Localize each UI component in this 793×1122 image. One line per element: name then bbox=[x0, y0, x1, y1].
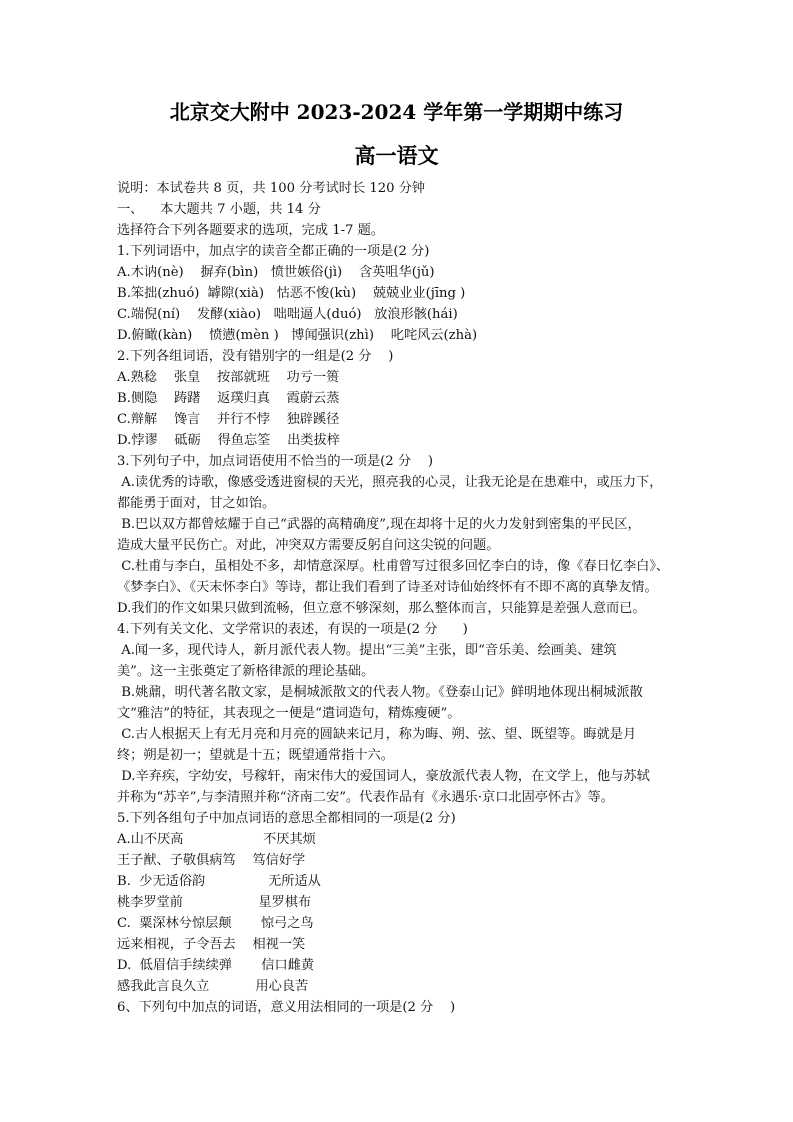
text-line: A.木讷(nè) 摒弃(bìn) 愤世嫉俗(jì) 含英咀华(jǔ) bbox=[117, 265, 435, 280]
text-line: A.熟稔 张皇 按部就班 功亏一篑 bbox=[117, 370, 340, 385]
text-line: D.辛弃疾，字幼安，号稼轩，南宋伟大的爱国词人，豪放派代表人物，在文学上，他与苏轼 bbox=[117, 769, 650, 784]
text-line: 桃李罗堂前 星罗棋布 bbox=[117, 895, 312, 910]
text-line: 文“雅洁”的特征，其表现之一便是“遣词造句，精炼瘦硬”。 bbox=[117, 706, 461, 721]
text-line: 造成大量平民伤亡。对此，冲突双方需要反躬自问这尖锐的问题。 bbox=[117, 538, 500, 553]
text-line: B.巴以双方都曾炫耀于自己“武器的高精确度”,现在却将十足的火力发射到密集的平民区， bbox=[117, 517, 641, 532]
text-line: C.古人根据天上有无月亮和月亮的圆缺来记月，称为晦、朔、弦、望、既望等。晦就是月 bbox=[117, 727, 637, 742]
text-line: D.悖谬 砥砺 得鱼忘筌 出类拔梓 bbox=[117, 433, 340, 448]
text-line: B.侧隐 踌躇 返璞归真 霞蔚云蒸 bbox=[117, 391, 340, 406]
text-line: C. 粟深林兮惊层颠 惊弓之鸟 bbox=[117, 916, 314, 931]
text-line: A.读优秀的诗歌，像感受透进窗棂的天光，照亮我的心灵，让我无论是在患难中，或压力下， bbox=[117, 475, 663, 490]
text-line: D. 低眉信手续续弹 信口雌黄 bbox=[117, 958, 315, 973]
exam-title: 北京交大附中 2023-2024 学年第一学期期中练习 bbox=[169, 100, 624, 124]
text-line: D.我们的作文如果只做到流畅，但立意不够深刻，那么整体而言，只能算是差强人意而已。 bbox=[117, 601, 646, 616]
text-line: D.俯瞰(kàn) 愤懑(mèn ) 博闻强识(zhì) 叱咤风云(zhà) bbox=[117, 328, 478, 343]
text-line: 感我此言良久立 用心良苦 bbox=[117, 979, 309, 994]
text-line: 选择符合下列各题要求的选项，完成 1-7 题。 bbox=[117, 223, 384, 238]
text-line: A.闻一多，现代诗人，新月派代表人物。提出“三美”主张，即“音乐美、绘画美、建筑 bbox=[117, 643, 617, 658]
text-line: 3.下列句子中，加点词语使用不恰当的一项是(2 分 ) bbox=[117, 454, 433, 469]
text-line: 美”。这一主张奠定了新格律派的理论基础。 bbox=[117, 664, 375, 679]
text-line: 并称为“苏辛”,与李清照并称“济南二安”。代表作品有《永遇乐·京口北固亭怀古》等。 bbox=[117, 790, 614, 805]
text-line: 6、下列句中加点的词语，意义用法相同的一项是(2 分 ) bbox=[117, 1000, 456, 1015]
text-line: 王子猷、子敬俱病笃 笃信好学 bbox=[117, 853, 306, 868]
text-line: B. 少无适俗韵 无所适从 bbox=[117, 874, 321, 889]
text-line: 1.下列词语中，加点字的读音全都正确的一项是(2 分) bbox=[117, 244, 430, 259]
text-line: 一、 本大题共 7 小题，共 14 分 bbox=[117, 202, 321, 217]
exam-subtitle: 高一语文 bbox=[354, 143, 439, 168]
text-line: B.笨拙(zhuó) 罅隙(xià) 怙恶不悛(kù) 兢兢业业(jīng ) bbox=[117, 286, 466, 301]
text-line: 远来相视，子令吾去 相视一笑 bbox=[117, 937, 306, 952]
text-line: C.杜甫与李白，虽相处不多，却情意深厚。杜甫曾写过很多回忆李白的诗，像《春日忆李白》、 bbox=[117, 559, 670, 574]
text-line: 都能勇于面对，甘之如饴。 bbox=[117, 496, 276, 511]
text-line: 说明：本试卷共 8 页，共 100 分考试时长 120 分钟 bbox=[117, 181, 426, 196]
text-line: A.山不厌高 不厌其烦 bbox=[117, 832, 316, 847]
text-line: 2.下列各组词语，没有错别字的一组是(2 分 ) bbox=[117, 349, 394, 364]
text-line: 5.下列各组句子中加点词语的意思全都相同的一项是(2 分) bbox=[117, 811, 456, 826]
text-line: 《梦李白》、《天末怀李白》等诗，都让我们看到了诗圣对诗仙始终怀有不即不离的真挚友情。 bbox=[117, 580, 658, 595]
text-line: C.端倪(ní) 发酵(xiào) 咄咄逼人(duó) 放浪形骸(hái) bbox=[117, 307, 458, 322]
text-line: 4.下列有关文化、文学常识的表述，有误的一项是(2 分 ) bbox=[117, 622, 468, 637]
text-line: C.辩解 馋言 并行不悖 独辟蹊径 bbox=[117, 412, 340, 427]
text-line: B.姚鼐，明代著名散文家，是桐城派散文的代表人物。《登泰山记》鲜明地体现出桐城派散 bbox=[117, 685, 643, 700]
exam-body bbox=[117, 178, 697, 1018]
text-line: 终；朔是初一；望就是十五；既望通常指十六。 bbox=[117, 748, 394, 763]
